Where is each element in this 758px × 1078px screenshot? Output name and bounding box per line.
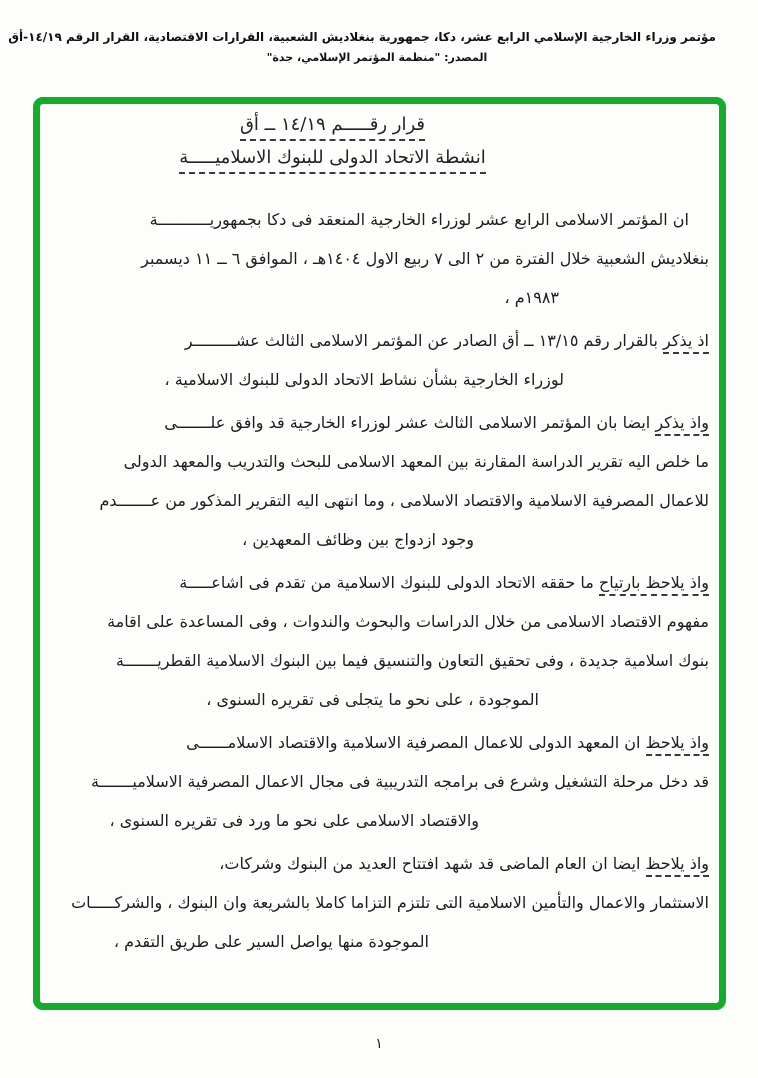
paragraph-line bbox=[60, 762, 709, 801]
text-run: الموجودة ، على نحو ما يتجلى فى تقريره السنوى ، bbox=[206, 690, 539, 709]
text-run: ما حققه الاتحاد الدولى للبنوك الاسلامية من تقدم فى اشاعـــــة bbox=[179, 573, 599, 592]
page-number: ١ bbox=[375, 1036, 383, 1052]
text-run: وجود ازدواج بين وظائف المعهدين ، bbox=[242, 530, 474, 549]
text-run: بنغلاديش الشعبية خلال الفترة من ٢ الى ٧ ربيع الاول ١٤٠٤هـ ، الموافق ٦ ــ ١١ ديسمبر bbox=[141, 249, 709, 268]
paragraph-line bbox=[60, 520, 474, 559]
paragraph-line bbox=[60, 844, 709, 883]
paragraph-line bbox=[60, 200, 709, 239]
text-run: والاقتصاد الاسلامى على نحو ما ورد فى تقريره السنوى ، bbox=[109, 811, 479, 830]
header-source-line: المصدر: "منظمة المؤتمر الإسلامي، جدة" bbox=[266, 51, 488, 64]
document-header bbox=[8, 28, 716, 64]
text-run: ايضا ان العام الماضى قد شهد افتتاح العديد من البنوك وشركات، bbox=[219, 854, 646, 873]
paragraph-line bbox=[60, 403, 709, 442]
paragraph-line bbox=[60, 321, 709, 360]
underlined-phrase: واذ يلاحظ bbox=[646, 733, 709, 756]
paragraph-line bbox=[60, 680, 539, 719]
underlined-phrase: اذ يذكر bbox=[663, 331, 709, 354]
paragraph-line bbox=[60, 922, 429, 961]
paragraph-line bbox=[60, 360, 564, 399]
underlined-phrase: واذ يلاحظ بارتياح bbox=[599, 573, 709, 596]
paragraph bbox=[60, 563, 709, 719]
underlined-phrase: واذ يذكر bbox=[655, 413, 709, 436]
resolution-subject-text: انشطة الاتحاد الدولى للبنوك الاسلاميـــــة bbox=[179, 147, 486, 174]
paragraph-line bbox=[60, 801, 479, 840]
text-run: للاعمال المصرفية الاسلامية والاقتصاد الاسلامى ، وما انتهى اليه التقرير المذكور من عـــــــدم bbox=[99, 491, 709, 510]
paragraph-line bbox=[60, 239, 709, 278]
text-run: ما خلص اليه تقرير الدراسة المقارنة بين المعهد الاسلامى للبحث والتدريب والمعهد الدولى bbox=[123, 452, 709, 471]
header-citation-line: مؤتمر وزراء الخارجية الإسلامي الرابع عشر، دكا، جمهورية بنغلاديش الشعبية، القرارات الاقتصادية، القرار الرقم ١٤/١٩-أق bbox=[8, 30, 716, 44]
paragraph bbox=[60, 723, 709, 840]
text-run: ان المعهد الدولى للاعمال المصرفية الاسلامية والاقتصاد الاسلامــــــى bbox=[186, 733, 646, 752]
document-paragraphs bbox=[60, 200, 709, 961]
resolution-number-text: قرار رقـــــم ١٤/١٩ ــ أق bbox=[240, 114, 425, 141]
paragraph-line bbox=[60, 442, 709, 481]
text-run: ايضا بان المؤتمر الاسلامى الثالث عشر لوزراء الخارجية قد وافق علـــــــى bbox=[164, 413, 656, 432]
paragraph bbox=[60, 844, 709, 961]
text-run: ١٩٨٣م ، bbox=[504, 288, 559, 307]
resolution-subject-title bbox=[33, 147, 657, 168]
text-run: لوزراء الخارجية بشأن نشاط الاتحاد الدولى للبنوك الاسلامية ، bbox=[164, 370, 564, 389]
underlined-phrase: واذ يلاحظ bbox=[646, 854, 709, 877]
paragraph-line bbox=[60, 883, 709, 922]
text-run: قد دخل مرحلة التشغيل وشرع فى برامجه التدريبية فى مجال الاعمال المصرفية الاسلاميـــــــة bbox=[90, 772, 709, 791]
paragraph-line bbox=[60, 481, 709, 520]
paragraph bbox=[60, 403, 709, 559]
resolution-title-block bbox=[33, 114, 657, 168]
paragraph-line bbox=[60, 641, 709, 680]
text-run: مفهوم الاقتصاد الاسلامى من خلال الدراسات والبحوث والندوات ، وفى المساعدة على اقامة bbox=[107, 612, 709, 631]
text-run: الموجودة منها يواصل السير على طريق التقدم ، bbox=[113, 932, 429, 951]
paragraph-line bbox=[60, 602, 709, 641]
resolution-number-title bbox=[33, 114, 657, 135]
paragraph-line bbox=[60, 563, 709, 602]
text-run: بنوك اسلامية جديدة ، وفى تحقيق التعاون والتنسيق فيما بين البنوك الاسلامية القطريـــــــة bbox=[115, 651, 709, 670]
paragraph bbox=[60, 321, 709, 399]
text-run: ان المؤتمر الاسلامى الرابع عشر لوزراء الخارجية المنعقد فى دكا بجمهوريـــــــــــة bbox=[149, 210, 689, 229]
green-highlight-frame bbox=[33, 97, 726, 1010]
text-run: الاستثمار والاعمال والتأمين الاسلامية التى تلتزم التزاما كاملا بالشريعة وان البنوك ، والشركـــــات bbox=[71, 893, 709, 912]
paragraph bbox=[60, 200, 709, 317]
paragraph-line bbox=[60, 723, 709, 762]
paragraph-line bbox=[60, 278, 559, 317]
text-run: بالقرار رقم ١٣/١٥ ــ أق الصادر عن المؤتمر الاسلامى الثالث عشـــــــــر bbox=[184, 331, 664, 350]
